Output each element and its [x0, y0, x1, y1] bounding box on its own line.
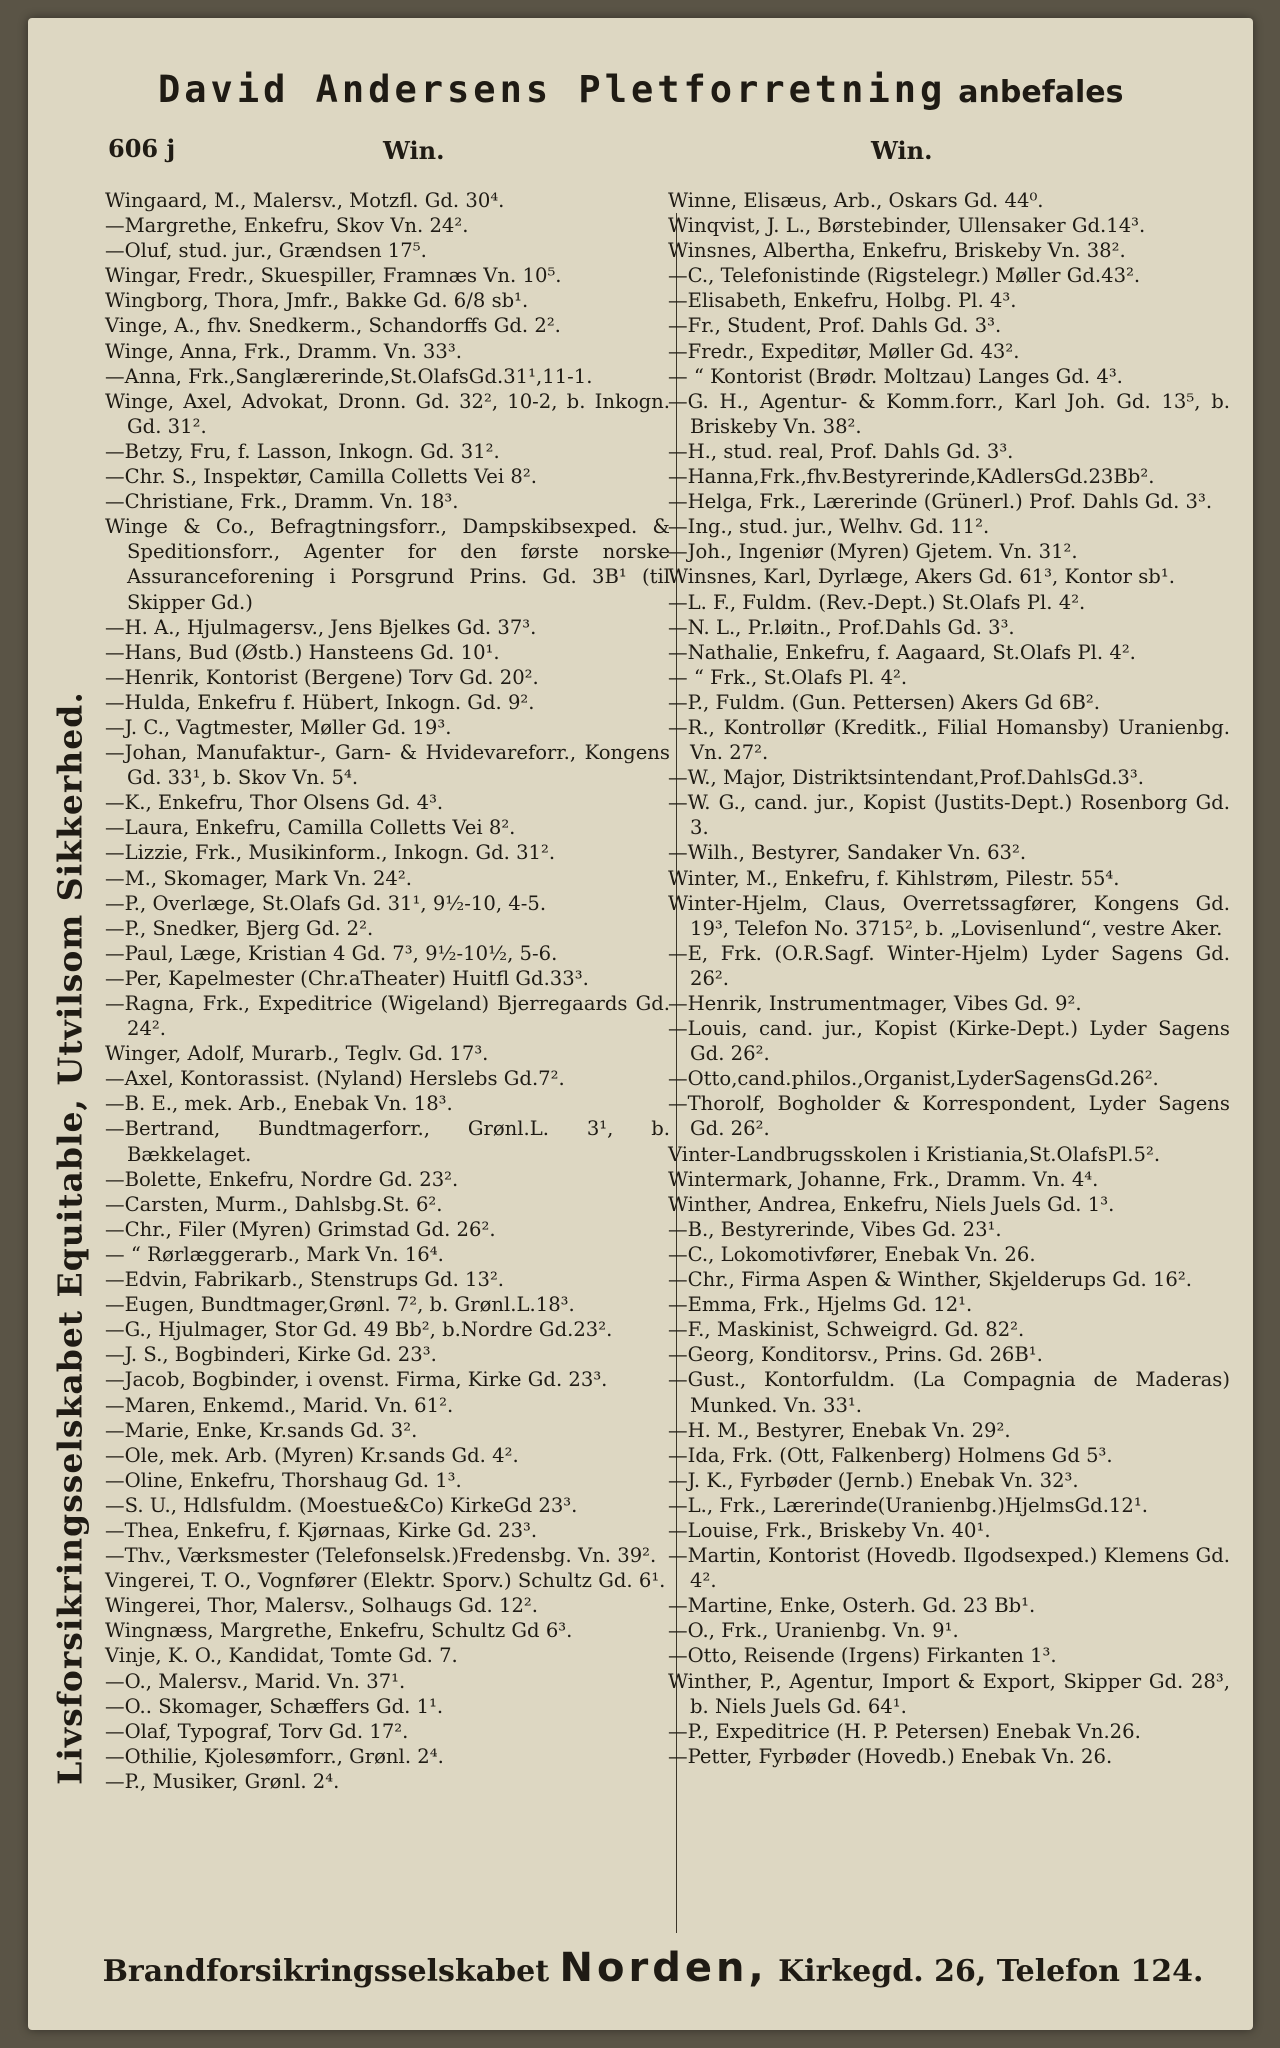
directory-entry: Winge & Co., Befragtningsforr., Dampskibsexped. & Speditionsforr., Agenter for den første norske Assuranceforening i Porsgrund Prins. Gd. 3B¹ (til Skipper Gd.) [105, 515, 670, 614]
directory-entry: — “ Kontorist (Brødr. Moltzau) Langes Gd. 4³. [668, 364, 1123, 388]
directory-entry: —Christiane, Frk., Dramm. Vn. 18³. [105, 490, 459, 514]
directory-entry: —Thorolf, Bogholder & Korrespondent, Lyder Sagens Gd. 26². [668, 1092, 1230, 1141]
directory-entry: —G., Hjulmager, Stor Gd. 49 Bb², b.Nordre Gd.23². [105, 1318, 613, 1342]
directory-entry: —Othilie, Kjolesømforr., Grønl. 2⁴. [105, 1744, 444, 1768]
header-title: David Andersens Pletforretning [158, 68, 947, 111]
directory-entry: — “ Frk., St.Olafs Pl. 4². [668, 665, 908, 689]
directory-entry: Vingerei, T. O., Vognfører (Elektr. Sporv.) Schultz Gd. 6¹. [105, 1569, 666, 1593]
directory-entry: —Wilh., Bestyrer, Sandaker Vn. 63². [668, 841, 1027, 865]
footer-prefix: Brandforsikringsselskabet [102, 1954, 550, 1989]
footer-company-name: Norden, [559, 1945, 768, 1991]
directory-entry: —H. M., Bestyrer, Enebak Vn. 29². [668, 1418, 1011, 1442]
directory-entry: —Emma, Frk., Hjelms Gd. 12¹. [668, 1293, 973, 1317]
directory-entry: —Ida, Frk. (Ott, Falkenberg) Holmens Gd 5³. [668, 1443, 1113, 1467]
directory-entry: Wingnæss, Margrethe, Enkefru, Schultz Gd 6³. [105, 1619, 573, 1643]
directory-entry: —P., Snedker, Bjerg Gd. 2². [105, 916, 374, 940]
directory-entry: Vinter-Landbrugsskolen i Kristiania,St.OlafsPl.5². [668, 1142, 1161, 1166]
directory-entry: —Petter, Fyrbøder (Hovedb.) Enebak Vn. 26. [668, 1744, 1113, 1768]
directory-entry: —Georg, Konditorsv., Prins. Gd. 26B¹. [668, 1343, 1043, 1367]
directory-entry: —J. C., Vagtmester, Møller Gd. 19³. [105, 715, 452, 739]
directory-entry: —Elisabeth, Enkefru, Holbg. Pl. 4³. [668, 289, 1017, 313]
directory-entry: Winqvist, J. L., Børstebinder, Ullensaker Gd.14³. [668, 214, 1146, 238]
directory-entry: —Oline, Enkefru, Thorshaug Gd. 1³. [105, 1468, 462, 1492]
right-column [668, 188, 1230, 1769]
directory-entry: —H., stud. real, Prof. Dahls Gd. 3³. [668, 439, 1014, 463]
directory-entry: —Carsten, Murm., Dahlsbg.St. 6². [105, 1192, 443, 1216]
directory-entry: Winsnes, Karl, Dyrlæge, Akers Gd. 61³, Kontor sb¹. [668, 565, 1175, 589]
directory-entry: —Henrik, Instrumentmager, Vibes Gd. 9². [668, 992, 1082, 1015]
directory-entry: —Joh., Ingeniør (Myren) Gjetem. Vn. 31². [668, 540, 1078, 564]
left-column [105, 188, 670, 1794]
directory-entry: —Oluf, stud. jur., Grændsen 17⁵. [105, 239, 427, 263]
directory-entry: —B. E., mek. Arb., Enebak Vn. 18³. [105, 1092, 453, 1116]
directory-entry: —Otto, Reisende (Irgens) Firkanten 1³. [668, 1644, 1057, 1668]
directory-entry: —Betzy, Fru, f. Lasson, Inkogn. Gd. 31². [105, 439, 500, 463]
directory-entry: Vinje, K. O., Kandidat, Tomte Gd. 7. [105, 1644, 458, 1668]
directory-entry: —Thv., Værksmester (Telefonselsk.)Fredensbg. Vn. 39². [105, 1544, 657, 1568]
directory-entry: Winne, Elisæus, Arb., Oskars Gd. 44⁰. [668, 189, 1044, 212]
directory-entry: Winsnes, Albertha, Enkefru, Briskeby Vn. 38². [668, 239, 1126, 263]
directory-entry: —Chr., Filer (Myren) Grimstad Gd. 26². [105, 1217, 496, 1241]
directory-page [28, 18, 1253, 2030]
directory-entry: —Lizzie, Frk., Musikinform., Inkogn. Gd. 31². [105, 841, 556, 865]
page-number: 606 j [108, 134, 176, 163]
directory-entry: —Hanna,Frk.,fhv.Bestyrerinde,KAdlersGd.23Bb². [668, 465, 1155, 489]
directory-entry: —O.. Skomager, Schæffers Gd. 1¹. [105, 1694, 444, 1718]
directory-entry: —P., Fuldm. (Gun. Pettersen) Akers Gd 6B². [668, 690, 1100, 714]
directory-entry: Wingborg, Thora, Jmfr., Bakke Gd. 6/8 sb¹. [105, 289, 529, 313]
directory-entry: —Ing., stud. jur., Welhv. Gd. 11². [668, 515, 990, 539]
directory-entry: —F., Maskinist, Schweigrd. Gd. 82². [668, 1318, 1025, 1342]
directory-entry: —Margrethe, Enkefru, Skov Vn. 24². [105, 214, 469, 238]
directory-entry: —Maren, Enkemd., Marid. Vn. 61². [105, 1393, 454, 1417]
directory-entry: —J. K., Fyrbøder (Jernb.) Enebak Vn. 32³. [668, 1468, 1079, 1492]
directory-entry: —R., Kontrollør (Kreditk., Filial Homansby) Uranienbg. Vn. 27². [668, 715, 1230, 765]
directory-entry: —P., Musiker, Grønl. 2⁴. [105, 1769, 340, 1793]
directory-entry: —Ole, mek. Arb. (Myren) Kr.sands Gd. 4². [105, 1443, 519, 1467]
directory-entry: —Per, Kapelmester (Chr.aTheater) Huitfl Gd.33³. [105, 966, 589, 990]
directory-entry: —P., Overlæge, St.Olafs Gd. 31¹, 9½-10, 4-5. [105, 891, 547, 915]
footer-suffix: Kirkegd. 26, Telefon 124. [778, 1954, 1204, 1989]
directory-entry: —B., Bestyrerinde, Vibes Gd. 23¹. [668, 1217, 1002, 1241]
page-header-ad [158, 68, 1178, 111]
directory-entry: Winther, Andrea, Enkefru, Niels Juels Gd. 1³. [668, 1192, 1115, 1216]
directory-entry: —P., Expeditrice (H. P. Petersen) Enebak Vn.26. [668, 1719, 1141, 1743]
directory-entry: —Thea, Enkefru, f. Kjørnaas, Kirke Gd. 23³. [105, 1518, 538, 1542]
directory-entry: Wingerei, Thor, Malersv., Solhaugs Gd. 12². [105, 1594, 539, 1618]
directory-entry: —Johan, Manufaktur-, Garn- & Hvidevareforr., Kongens Gd. 33¹, b. Skov Vn. 5⁴. [105, 741, 670, 790]
running-head-left: Win. [383, 136, 445, 165]
directory-entry: Winter, M., Enkefru, f. Kihlstrøm, Pilestr. 55⁴. [668, 866, 1120, 890]
directory-entry: —Marie, Enke, Kr.sands Gd. 3². [105, 1418, 418, 1442]
directory-entry: —Hans, Bud (Østb.) Hansteens Gd. 10¹. [105, 640, 500, 664]
directory-entry: —O., Frk., Uranienbg. Vn. 9¹. [668, 1619, 959, 1643]
directory-entry: —Bolette, Enkefru, Nordre Gd. 23². [105, 1167, 459, 1191]
directory-entry: —Louise, Frk., Briskeby Vn. 40¹. [668, 1518, 991, 1542]
sidebar-advertisement: Livsforsikringsselskabet Equitable, Utvilsom Sikkerhed. [50, 691, 90, 1785]
directory-entry: —Jacob, Bogbinder, i ovenst. Firma, Kirke Gd. 23³. [105, 1368, 608, 1392]
directory-entry: Winge, Anna, Frk., Dramm. Vn. 33³. [105, 339, 462, 363]
directory-entry: —K., Enkefru, Thor Olsens Gd. 4³. [105, 791, 444, 815]
directory-entry: —H. A., Hjulmagersv., Jens Bjelkes Gd. 37³. [105, 615, 537, 639]
directory-entry: —W. G., cand. jur., Kopist (Justits-Dept.) Rosenborg Gd. 3. [668, 791, 1230, 840]
directory-entry: —Otto,cand.philos.,Organist,LyderSagensGd.26². [668, 1067, 1159, 1091]
directory-entry: —Bertrand, Bundtmagerforr., Grønl.L. 3¹, b. Bækkelaget. [105, 1117, 670, 1166]
directory-entry: —Fr., Student, Prof. Dahls Gd. 3³. [668, 314, 1002, 338]
directory-entry: —E, Frk. (O.R.Sagf. Winter-Hjelm) Lyder Sagens Gd. 26². [668, 941, 1230, 990]
directory-entry: —Fredr., Expeditør, Møller Gd. 43². [668, 339, 1020, 363]
directory-entry: Winther, P., Agentur, Import & Export, Skipper Gd. 28³, b. Niels Juels Gd. 64¹. [668, 1669, 1230, 1718]
directory-entry: —J. S., Bogbinderi, Kirke Gd. 23³. [105, 1343, 437, 1367]
directory-entry: —N. L., Pr.løitn., Prof.Dahls Gd. 3³. [668, 615, 1015, 639]
directory-entry: —Laura, Enkefru, Camilla Colletts Vei 8². [105, 816, 516, 840]
directory-entry: —Helga, Frk., Lærerinde (Grünerl.) Prof. Dahls Gd. 3³. [668, 490, 1213, 514]
directory-entry: —G. H., Agentur- & Komm.forr., Karl Joh. Gd. 13⁵, b. Briskeby Vn. 38². [668, 389, 1230, 438]
directory-entry: Vinge, A., fhv. Snedkerm., Schandorffs Gd. 2². [105, 314, 561, 338]
directory-entry: —Axel, Kontorassist. (Nyland) Herslebs Gd.7². [105, 1067, 565, 1091]
directory-entry: —Chr. S., Inspektør, Camilla Colletts Vei 8². [105, 465, 537, 489]
directory-entry: —Chr., Firma Aspen & Winther, Skjelderups Gd. 16². [668, 1268, 1192, 1292]
directory-entry: —Eugen, Bundtmager,Grønl. 7², b. Grønl.L.18³. [105, 1293, 575, 1317]
directory-entry: —Martin, Kontorist (Hovedb. Ilgodsexped.) Klemens Gd. 4². [668, 1544, 1230, 1593]
directory-entry: — “ Rørlæggerarb., Mark Vn. 16⁴. [105, 1242, 444, 1266]
directory-entry: —Louis, cand. jur., Kopist (Kirke-Dept.) Lyder Sagens Gd. 26². [668, 1017, 1230, 1066]
directory-entry: Wintermark, Johanne, Frk., Dramm. Vn. 4⁴. [668, 1167, 1099, 1191]
directory-entry: Wingaard, M., Malersv., Motzfl. Gd. 30⁴. [105, 189, 505, 212]
directory-entry: —Ragna, Frk., Expeditrice (Wigeland) Bjerregaards Gd. 24². [105, 992, 670, 1041]
running-head-right: Win. [871, 136, 933, 165]
directory-entry: —L., Frk., Lærerinde(Uranienbg.)HjelmsGd.12¹. [668, 1493, 1148, 1517]
directory-entry: —Nathalie, Enkefru, f. Aagaard, St.Olafs Pl. 4². [668, 640, 1136, 664]
directory-entry: —C., Telefonistinde (Rigstelegr.) Møller Gd.43². [668, 264, 1141, 288]
directory-entry: Winger, Adolf, Murarb., Teglv. Gd. 17³. [105, 1042, 489, 1066]
directory-entry: —S. U., Hdlsfuldm. (Moestue&Co) KirkeGd 23³. [105, 1493, 578, 1517]
directory-entry: —Paul, Læge, Kristian 4 Gd. 7³, 9½-10½, 5-6. [105, 941, 558, 965]
directory-entry: Wingar, Fredr., Skuespiller, Framnæs Vn. 10⁵. [105, 264, 562, 288]
header-suffix: anbefales [958, 75, 1124, 110]
directory-entry: —Edvin, Fabrikarb., Stenstrups Gd. 13². [105, 1268, 505, 1292]
directory-entry: —M., Skomager, Mark Vn. 24². [105, 866, 412, 890]
directory-entry: —L. F., Fuldm. (Rev.-Dept.) St.Olafs Pl. 4². [668, 590, 1086, 614]
directory-entry: —O., Malersv., Marid. Vn. 37¹. [105, 1669, 406, 1693]
directory-entry: —Olaf, Typograf, Torv Gd. 17². [105, 1719, 409, 1743]
directory-entry: —Anna, Frk.,Sanglærerinde,St.OlafsGd.31¹,11-1. [105, 364, 593, 388]
directory-entry: —Gust., Kontorfuldm. (La Compagnia de Maderas) Munked. Vn. 33¹. [668, 1368, 1230, 1417]
directory-entry: Winge, Axel, Advokat, Dronn. Gd. 32², 10-2, b. Inkogn. Gd. 31². [105, 389, 670, 438]
directory-entry: Winter-Hjelm, Claus, Overretssagfører, Kongens Gd. 19³, Telefon No. 3715², b. „Lovisenlund“, vestre Aker. [668, 891, 1230, 940]
directory-entry: —Martine, Enke, Osterh. Gd. 23 Bb¹. [668, 1594, 1036, 1618]
directory-entry: —Henrik, Kontorist (Bergene) Torv Gd. 20². [105, 665, 539, 689]
directory-entry: —C., Lokomotivfører, Enebak Vn. 26. [668, 1242, 1036, 1266]
directory-entry: —W., Major, Distriktsintendant,Prof.DahlsGd.3³. [668, 766, 1144, 790]
directory-entry: —Hulda, Enkefru f. Hübert, Inkogn. Gd. 9². [105, 690, 535, 714]
page-footer-ad [98, 1945, 1208, 1991]
